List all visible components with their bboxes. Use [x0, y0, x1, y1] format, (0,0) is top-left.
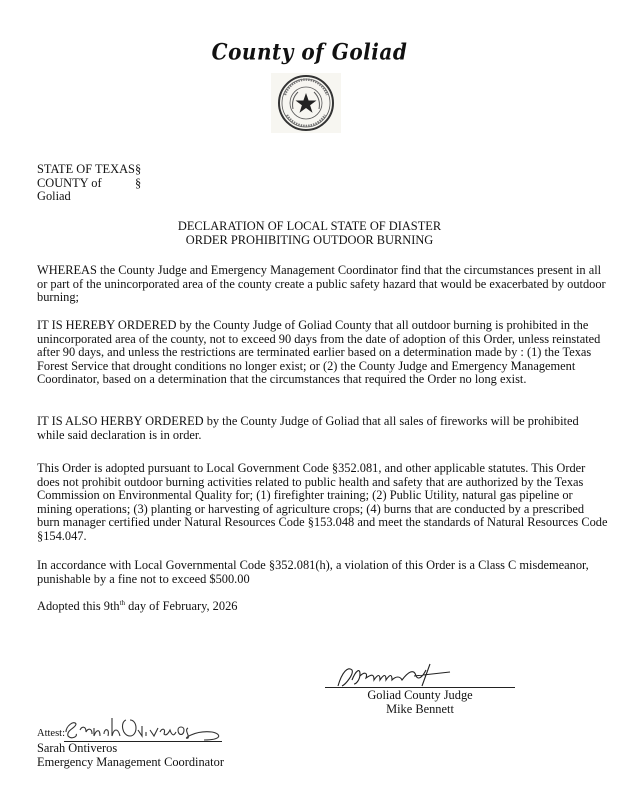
section-mark: § — [135, 162, 142, 176]
adopted-superscript: th — [119, 598, 126, 607]
adopted-suffix: day of February, 2026 — [125, 599, 238, 613]
jurisdiction-county-label: COUNTY of Goliad — [37, 175, 102, 204]
adopted-prefix: Adopted this 9th — [37, 599, 120, 613]
judge-signature-image — [330, 662, 460, 690]
judge-title: Goliad County Judge — [367, 688, 473, 702]
county-letterhead-title: County of Goliad — [211, 38, 408, 66]
attest-title: Emergency Management Coordinator — [37, 755, 224, 769]
whereas-paragraph: WHEREAS the County Judge and Emergency Management Coordinator find that the circumstances present in all or part of the unincorporated area of the county create a public safety hazard that would be exacerbated by outdoor burning; — [37, 263, 606, 305]
heading-line-2: ORDER PROHIBITING OUTDOOR BURNING — [185, 232, 434, 247]
jurisdiction-county — [37, 177, 141, 204]
adopted-date — [37, 600, 609, 614]
jurisdiction-block — [37, 163, 141, 204]
penalty-paragraph: In accordance with Local Governmental Code §352.081(h), a violation of this Order is a Class C misdemeanor, punishable by a fine not to exceed $500.00 — [37, 558, 589, 586]
judge-name: Mike Bennett — [386, 702, 454, 716]
attest-signature-image — [64, 712, 229, 742]
section-mark: § — [135, 175, 142, 190]
attest-label: Attest: — [37, 728, 65, 739]
fireworks-paragraph: IT IS ALSO HERBY ORDERED by the County Judge of Goliad that all sales of fireworks will be prohibited while said declaration is in order. — [37, 414, 579, 442]
jurisdiction-state-label: STATE OF TEXAS — [37, 162, 135, 176]
heading-line-1: DECLARATION OF LOCAL STATE OF DIASTER — [177, 219, 442, 233]
ordered-paragraph: IT IS HEREBY ORDERED by the County Judge of Goliad County that all outdoor burning is prohibited in the unincorporated area of the county, not to exceed 90 days from the date of adoption of this Order, unless reinstated after 90 days, and unless the restrictions are terminated earlier based on a determination made by : (1) the Texas Forest Service that drought conditions no longer exist; or (2) the County Judge and Emergency Management Coordinator, based on a determination that the circumstances that required the Order no long exist. — [37, 318, 601, 387]
authority-paragraph: This Order is adopted pursuant to Local Government Code §352.081, and other applicable statutes. This Order does not prohibit outdoor burning activities related to public health and safety that are authorized by the Texas Commission on Environmental Quality for; (1) firefighter training; (2) Public Utility, natural gas pipeline or mining operations; (3) planting or harvesting of agriculture crops; (4) burns that are conducted by a prescribed burn manager certified under Natural Resources Code §153.048 and meet the standards of Natural Resources Code §154.047. — [37, 461, 608, 543]
attest-name: Sarah Ontiveros — [37, 741, 118, 755]
jurisdiction-state — [37, 163, 141, 177]
document-heading — [0, 220, 619, 247]
county-seal-icon — [271, 73, 341, 133]
